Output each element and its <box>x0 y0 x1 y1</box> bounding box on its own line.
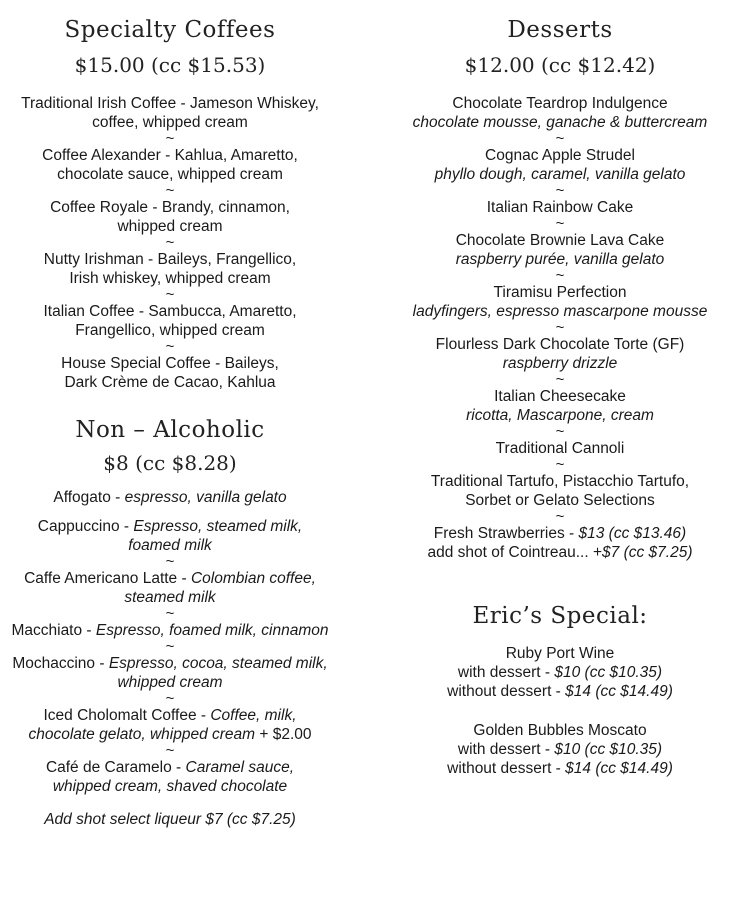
dessert-item: Chocolate Teardrop Indulgence chocolate mousse, ganache & buttercream <box>412 95 708 131</box>
dessert-item: Cognac Apple Strudel phyllo dough, caramel, vanilla gelato <box>434 147 686 183</box>
liqueur-footer: Add shot select liqueur $7 (cc $7.25) <box>44 811 296 828</box>
dessert-item: Tiramisu Perfection ladyfingers, espresso mascarpone mousse <box>412 284 708 320</box>
nonalc-item: Iced Cholomalt Coffee - Coffee, milk, chocolate gelato, whipped cream + $2.00 <box>28 707 312 743</box>
divider: ~ <box>165 638 175 655</box>
nonalc-item: Affogato - espresso, vanilla gelato <box>53 489 287 506</box>
wine-name: Golden Bubbles Moscato <box>473 722 647 739</box>
divider: ~ <box>165 234 175 251</box>
coffee-item: Italian Coffee - Sambucca, Amaretto, Frangellico, whipped cream <box>43 303 297 339</box>
coffee-item: Nutty Irishman - Baileys, Frangellico, Irish whiskey, whipped cream <box>43 251 297 287</box>
desserts-price: $12.00 (cc $12.42) <box>464 53 656 77</box>
nonalc-item: Café de Caramelo - Caramel sauce, whipped cream, shaved chocolate <box>45 759 295 795</box>
divider: ~ <box>555 423 565 440</box>
dessert-item: Traditional Cannoli <box>495 440 625 457</box>
divider: ~ <box>165 605 175 622</box>
divider: ~ <box>555 130 565 147</box>
strawberries-item: Fresh Strawberries - $13 (cc $13.46) add shot of Cointreau... +$7 (cc $7.25) <box>427 525 693 561</box>
divider: ~ <box>555 456 565 473</box>
divider: ~ <box>555 508 565 525</box>
divider: ~ <box>555 267 565 284</box>
divider: ~ <box>165 338 175 355</box>
divider: ~ <box>165 690 175 707</box>
non-alcoholic-title: Non – Alcoholic <box>75 417 265 443</box>
nonalc-item: Cappuccino - Espresso, steamed milk, foamed milk <box>37 518 303 554</box>
specialty-coffees-title: Specialty Coffees <box>64 17 276 43</box>
wine-name: Ruby Port Wine <box>505 645 615 662</box>
divider: ~ <box>555 182 565 199</box>
dessert-item: Italian Rainbow Cake <box>486 199 634 216</box>
nonalc-item: Mochaccino - Espresso, cocoa, steamed milk, whipped cream <box>12 655 328 691</box>
specialty-coffees-price: $15.00 (cc $15.53) <box>74 53 266 77</box>
coffee-item: Coffee Alexander - Kahlua, Amaretto, chocolate sauce, whipped cream <box>42 147 298 183</box>
divider: ~ <box>165 286 175 303</box>
erics-special-title: Eric’s Special: <box>472 603 648 629</box>
nonalc-item: Caffe Americano Latte - Colombian coffee, steamed milk <box>24 570 316 606</box>
divider: ~ <box>165 742 175 759</box>
dessert-item: Flourless Dark Chocolate Torte (GF) raspberry drizzle <box>435 336 685 372</box>
coffee-item: House Special Coffee - Baileys, Dark Crème de Cacao, Kahlua <box>61 355 279 391</box>
left-column <box>0 0 340 829</box>
dessert-item: Traditional Tartufo, Pistacchio Tartufo, Sorbet or Gelato Selections <box>430 473 690 509</box>
wine-price-with: with dessert - $10 (cc $10.35) <box>457 741 663 758</box>
coffee-item: Coffee Royale - Brandy, cinnamon, whipped cream <box>50 199 290 235</box>
non-alcoholic-price: $8 (cc $8.28) <box>103 451 237 475</box>
divider: ~ <box>165 130 175 147</box>
coffee-item: Traditional Irish Coffee - Jameson Whiskey, coffee, whipped cream <box>21 95 319 131</box>
wine-price-without: without dessert - $14 (cc $14.49) <box>447 683 673 700</box>
dessert-item: Chocolate Brownie Lava Cake raspberry purée, vanilla gelato <box>455 232 665 268</box>
dessert-item: Italian Cheesecake ricotta, Mascarpone, cream <box>466 388 654 424</box>
wine-price-with: with dessert - $10 (cc $10.35) <box>457 664 663 681</box>
divider: ~ <box>555 319 565 336</box>
divider: ~ <box>555 215 565 232</box>
right-column <box>380 0 740 778</box>
nonalc-item: Macchiato - Espresso, foamed milk, cinnamon <box>11 622 329 639</box>
divider: ~ <box>165 182 175 199</box>
divider: ~ <box>555 371 565 388</box>
desserts-title: Desserts <box>507 17 613 43</box>
wine-price-without: without dessert - $14 (cc $14.49) <box>447 760 673 777</box>
divider: ~ <box>165 553 175 570</box>
